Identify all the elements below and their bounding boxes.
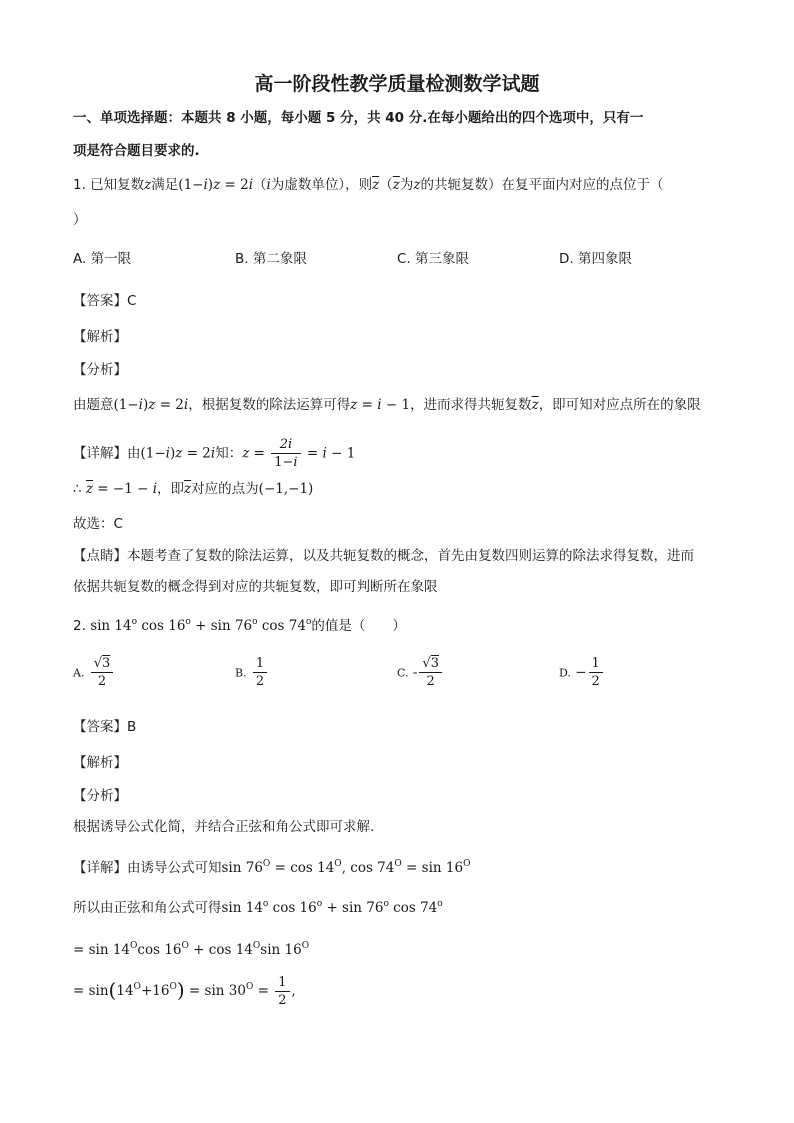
q2-detail: 【详解】由诱导公式可知$\sin 76^O = \cos 14^O$, $\cos 74^O = \sin 16^O$: [73, 859, 471, 876]
section-heading-line2: 项是符合题目要求的.: [73, 143, 200, 159]
q1-dianjing-line2: 依据共轭复数的概念得到对应的共轭复数，即可判断所在象限: [73, 579, 438, 595]
page-title: 高一阶段性教学质量检测数学试题: [254, 73, 540, 95]
q2-step-1: = $\sin 14^O\cos$ $16^O + \cos 14^O\sin$ $16^O$: [73, 941, 310, 958]
section-heading-line1: 一、单项选择题：本题共 8 小题，每小题 5 分，共 40 分.在每小题给出的四个选项中，只有一: [73, 110, 644, 126]
q2-option-d: D. − $\frac{1}{2}$: [559, 655, 605, 690]
q1-choose: 故选：C: [73, 516, 123, 532]
q1-option-c: C. 第三象限: [397, 251, 470, 267]
q1-stem: 1. 已知复数z满足(1−i)z = 2i（i为虚数单位），则$\overline{z}(\overline{z}$为z的共轭复数）在复平面内对应的点位于（: [73, 177, 664, 193]
q2-step-2: = $\sin(14^O+16^O) = \sin 30^O$ = $\frac{1}{2}$ ,: [73, 975, 296, 1008]
q2-stem: 2. sin 14$^o$ $\cos 16^o + \sin 76^o$ cos 74$^o$的值是（ ）: [73, 617, 406, 634]
q2-option-c: C. - $\frac{√3}{2}$: [397, 655, 444, 690]
q2-so: 所以由正弦和角公式可得sin 14$^o$ $\cos 16^o + \sin 76^o$ cos 74$^o$: [73, 899, 443, 916]
q1-option-a: A. 第一限: [73, 251, 132, 267]
q1-therefore: ∴ $\overline{z} = -1 - i$，即$\overline{z}$对应的点为(−1,−1): [73, 481, 314, 497]
q1-paren-close: ）: [73, 212, 87, 228]
q2-jiexi: 【解析】: [73, 755, 127, 771]
q2-answer: 【答案】B: [73, 719, 137, 735]
q1-answer: 【答案】C: [73, 293, 137, 309]
q1-dianjing-line1: 【点睛】本题考查了复数的除法运算，以及共轭复数的概念，首先由复数四则运算的除法求得复数，进而: [73, 548, 694, 564]
q2-analysis: 根据诱导公式化简，并结合正弦和角公式即可求解.: [73, 819, 375, 835]
q1-fenxi: 【分析】: [73, 362, 127, 378]
q1-jiexi: 【解析】: [73, 329, 127, 345]
q1-detail: 【详解】由(1−i)z = 2i知：z = $\frac{2i}{1-i}$ = i − 1: [73, 437, 356, 470]
q1-analysis: 由题意(1−i)z = 2i，根据复数的除法运算可得z = i − 1，进而求得共轭复数$\overline{z}$，即可知对应点所在的象限: [73, 397, 701, 413]
q2-option-b: B. $\frac{1}{2}$: [235, 655, 269, 690]
q1-option-d: D. 第四象限: [559, 251, 632, 267]
q2-fenxi: 【分析】: [73, 788, 127, 804]
q1-option-b: B. 第二象限: [235, 251, 307, 267]
q2-option-a: A. $\frac{√3}{2}$: [73, 655, 115, 690]
